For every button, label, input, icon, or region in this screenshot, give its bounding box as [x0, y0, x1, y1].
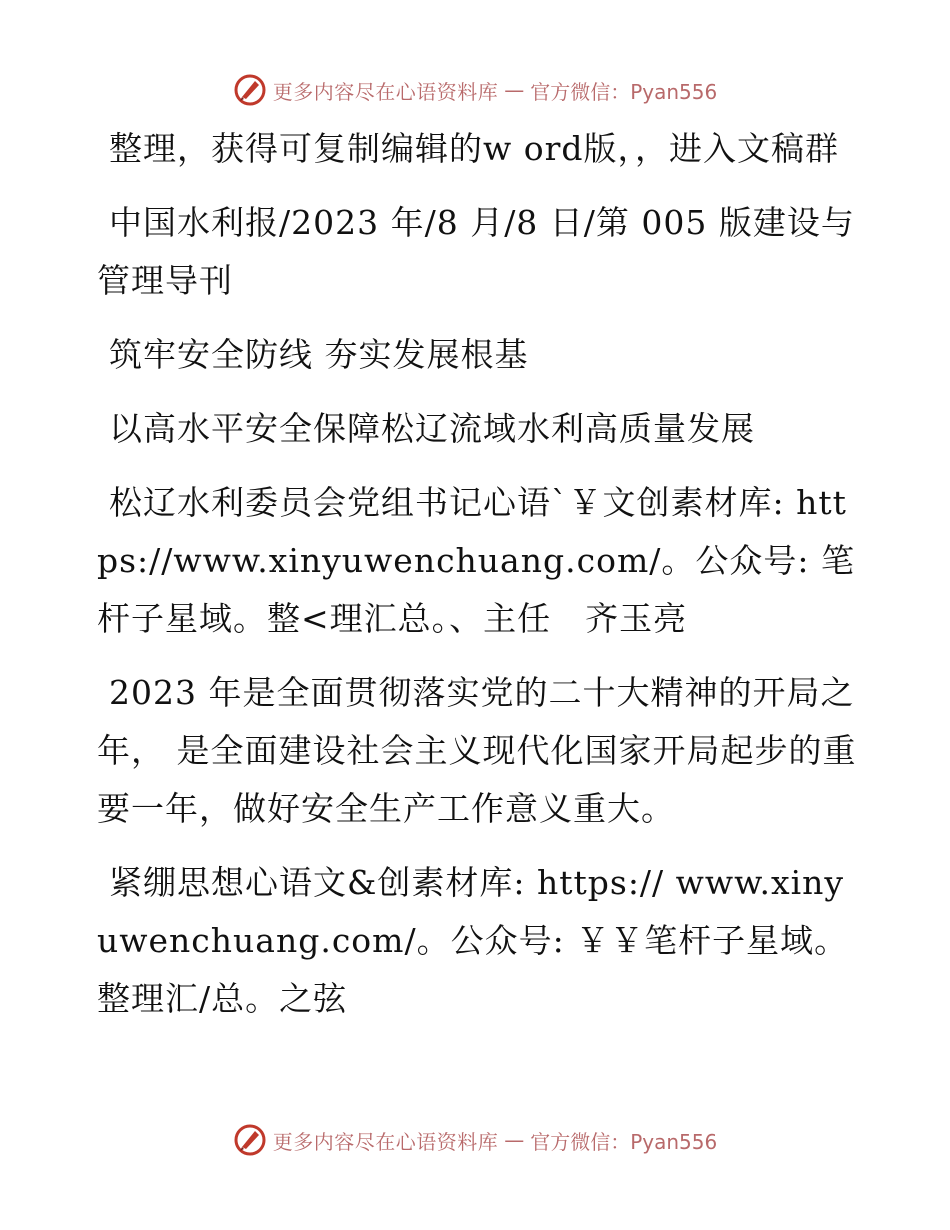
paragraph-author-text: 松辽水利委员会党组书记心语`￥文创素材库: https://www.xinyuwenchuang.com/。公众号: 笔杆子星域。整<理汇总。、主任 齐玉亮 — [97, 483, 855, 638]
header-banner-text: 更多内容尽在心语资料库 — [272, 79, 499, 104]
footer-banner-separator: — — [504, 1128, 525, 1152]
header-banner-contact: 官方微信：Pyan556 — [530, 79, 718, 104]
paragraph-body-1-text: 2023 年是全面贯彻落实党的二十大精神的开局之年， 是全面建设社会主义现代化国家开局起步的重要一年，做好安全生产工作意义重大。 — [97, 673, 857, 828]
article-title — [97, 326, 857, 384]
article-subtitle-text: 以高水平安全保障松辽流域水利高质量发展 — [109, 409, 755, 448]
footer-banner — [0, 1120, 950, 1160]
pen-feather-logo-icon — [233, 73, 267, 107]
article-title-text: 筑牢安全防线 夯实发展根基 — [109, 335, 529, 374]
header-banner-inner — [233, 73, 718, 107]
paragraph-intro-text: 整理，获得可复制编辑的w ord版，，进入文稿群 — [109, 129, 840, 168]
paragraph-author — [97, 474, 857, 648]
footer-banner-text: 更多内容尽在心语资料库 — [272, 1129, 499, 1154]
paragraph-source-text: 中国水利报/2023 年/8 月/8 日/第 005 版建设与管理导刊 — [97, 203, 855, 300]
article-subtitle — [97, 400, 857, 458]
paragraph-body-2 — [97, 854, 857, 1028]
paragraph-body-2-text: 紧绷思想心语文&创素材库: https:// www.xinyuwenchuang.com/。公众号: ￥￥笔杆子星域。整理汇/总。之弦 — [97, 863, 849, 1018]
paragraph-intro — [97, 120, 857, 178]
pen-feather-logo-icon — [233, 1123, 267, 1157]
footer-banner-contact: 官方微信：Pyan556 — [530, 1129, 718, 1154]
header-banner — [0, 70, 950, 110]
document-body — [97, 120, 857, 1044]
footer-banner-inner — [233, 1123, 718, 1157]
header-banner-separator: — — [504, 78, 525, 102]
paragraph-source — [97, 194, 857, 310]
paragraph-body-1 — [97, 664, 857, 838]
